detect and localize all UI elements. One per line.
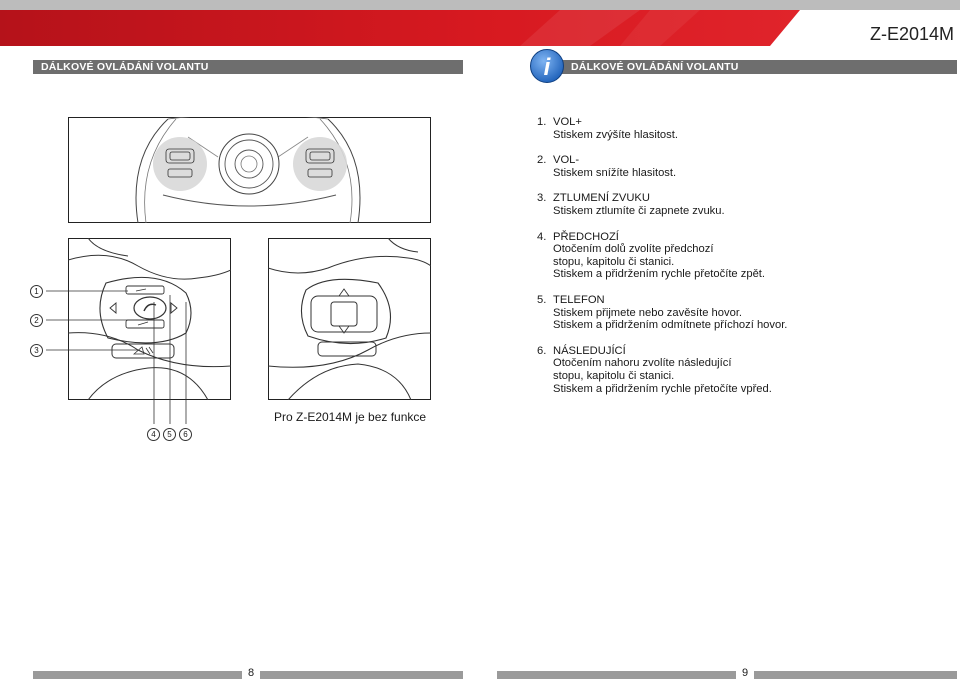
callout-lines xyxy=(30,280,200,430)
page-number-left: 8 xyxy=(242,667,260,679)
svg-text:i: i xyxy=(543,54,551,81)
item-desc: stopu, kapitolu či stanici. xyxy=(553,369,675,382)
steering-wheel-figure xyxy=(68,117,431,223)
item-desc: Stiskem a přidržením rychle přetočíte zpět. xyxy=(553,268,766,281)
function-list xyxy=(537,116,947,408)
item-desc: Otočením nahoru zvolíte následující xyxy=(553,357,732,370)
list-item: 5. TELEFON Stiskem přijmete nebo zavěsíte hovor. Stiskem a přidržením odmítnete příchozí hovor. xyxy=(537,294,947,332)
callout-1: 1 xyxy=(30,285,43,298)
list-item: 6. NÁSLEDUJÍCÍ Otočením nahoru zvolíte následující stopu, kapitolu či stanici. Stiskem a přidržením rychle přetočíte vpřed. xyxy=(537,345,947,395)
item-title: VOL- xyxy=(553,154,580,167)
figure-caption: Pro Z-E2014M je bez funkce xyxy=(274,410,427,424)
item-desc: Stiskem zvýšíte hlasitost. xyxy=(553,128,678,141)
header-red-bar xyxy=(0,10,800,46)
list-item: 4. PŘEDCHOZÍ Otočením dolů zvolíte předchozí stopu, kapitolu či stanici. Stiskem a přidržením rychle přetočíte zpět. xyxy=(537,231,947,281)
list-item: 1. VOL+ Stiskem zvýšíte hlasitost. xyxy=(537,116,947,141)
list-item: 2. VOL- Stiskem snížíte hlasitost. xyxy=(537,154,947,179)
item-desc: stopu, kapitolu či stanici. xyxy=(553,255,675,268)
item-desc: Stiskem ztlumíte či zapnete zvuku. xyxy=(553,204,725,217)
right-section-title xyxy=(535,60,957,74)
item-desc: Stiskem a přidržením rychle přetočíte vpřed. xyxy=(553,382,772,395)
callout-3: 3 xyxy=(30,344,43,357)
brand-model: Z-E2014M xyxy=(869,24,954,44)
info-icon xyxy=(529,48,565,84)
item-desc: Otočením dolů zvolíte předchozí xyxy=(553,243,714,256)
right-controls-figure xyxy=(268,238,431,400)
item-desc: Stiskem přijmete nebo zavěsíte hovor. xyxy=(553,306,743,319)
callout-2: 2 xyxy=(30,314,43,327)
item-title: TELEFON xyxy=(553,293,605,306)
footer-bar-right xyxy=(497,671,957,679)
header-gray-strip xyxy=(0,0,960,10)
right-section-title-text: DÁLKOVÉ OVLÁDÁNÍ VOLANTU xyxy=(571,61,739,73)
item-desc: Stiskem snížíte hlasitost. xyxy=(553,166,677,179)
callout-6: 6 xyxy=(179,428,192,441)
item-title: ZTLUMENÍ ZVUKU xyxy=(553,192,650,205)
callout-4: 4 xyxy=(147,428,160,441)
item-title: PŘEDCHOZÍ xyxy=(553,230,619,243)
item-desc: Stiskem a přidržením odmítnete příchozí hovor. xyxy=(553,319,788,332)
left-section-title-text: DÁLKOVÉ OVLÁDÁNÍ VOLANTU xyxy=(41,61,209,73)
list-item: 3. ZTLUMENÍ ZVUKU Stiskem ztlumíte či zapnete zvuku. xyxy=(537,192,947,217)
callout-5: 5 xyxy=(163,428,176,441)
item-title: VOL+ xyxy=(553,116,582,128)
left-section-title xyxy=(33,60,463,74)
page-number-right: 9 xyxy=(736,667,754,679)
item-title: NÁSLEDUJÍCÍ xyxy=(553,344,626,357)
